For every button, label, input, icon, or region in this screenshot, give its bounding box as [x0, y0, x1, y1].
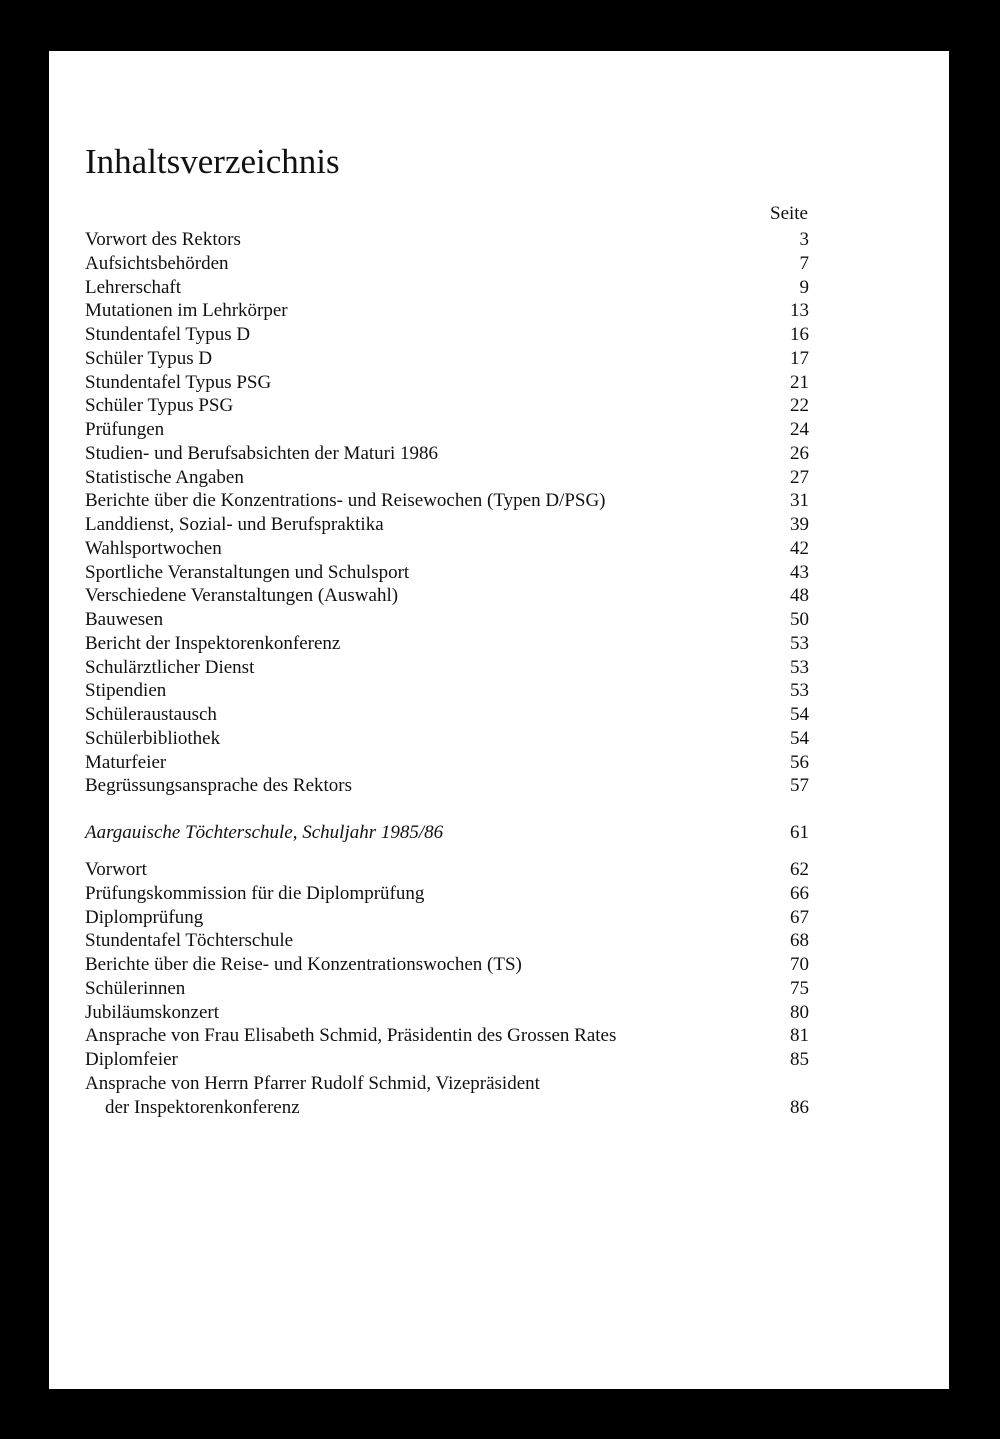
toc-entry: [85, 774, 809, 798]
toc-entry-label: Schülerbibliothek: [85, 727, 221, 749]
toc-entry: [85, 608, 809, 632]
toc-entry-page: 54: [790, 727, 809, 749]
toc-entry-page: 68: [790, 930, 809, 952]
toc-entry: [85, 418, 809, 442]
toc-entry-page: 53: [790, 632, 809, 654]
toc-entry-label: Berichte über die Reise- und Konzentrationswochen (TS): [85, 954, 522, 975]
page-column-header: Seite: [770, 203, 808, 224]
toc-entry: [85, 276, 809, 300]
toc-entry-label-line: Ansprache von Herrn Pfarrer Rudolf Schmid, Vizepräsident: [85, 1072, 540, 1094]
toc-entry-page: 66: [790, 882, 809, 904]
toc-entry-label: Verschiedene Veranstaltungen (Auswahl): [85, 585, 399, 607]
toc-entry: [85, 906, 809, 930]
toc-entry-label: Stundentafel Typus PSG: [85, 371, 272, 393]
toc-entry-page: 16: [790, 324, 809, 345]
toc-entry: [85, 371, 809, 395]
toc-entry-page: 53: [790, 656, 809, 678]
toc-entry-label: Stipendien: [85, 680, 167, 702]
toc-entry-label: Wahlsportwochen: [85, 537, 222, 559]
toc-entry-page: 27: [790, 466, 809, 488]
toc-entry-page: 26: [790, 442, 809, 464]
toc-entry-page: 50: [790, 609, 809, 630]
toc-entry-page: 42: [790, 537, 809, 559]
toc-entry-label: Jubiläumskonzert: [85, 1001, 220, 1023]
toc-entry-label: Studien- und Berufsabsichten der Maturi 1986: [85, 442, 439, 464]
toc-entry: [85, 929, 809, 953]
toc-entry-label: Ansprache von Frau Elisabeth Schmid, Präsidentin des Grossen Rates: [85, 1025, 617, 1047]
toc-entry: [85, 347, 809, 371]
toc-entry-label: Vorwort des Rektors: [85, 229, 241, 250]
toc-entry-page: 22: [790, 395, 809, 417]
toc-entry-page: 86: [790, 1096, 809, 1118]
toc-entry-page: 43: [790, 561, 809, 583]
toc-entry-label: Berichte über die Konzentrations- und Reisewochen (Typen D/PSG): [85, 490, 606, 512]
toc-entry-label: Mutationen im Lehrkörper: [85, 300, 288, 322]
section-heading-page: 61: [790, 822, 809, 843]
toc-entry: [85, 466, 809, 490]
toc-entry-label: [85, 1072, 540, 1120]
toc-entry: [85, 727, 809, 751]
toc-entry-page: 67: [790, 906, 809, 928]
toc-entry: [85, 489, 809, 513]
toc-entry: [85, 977, 809, 1001]
toc-entry-label: Stundentafel Töchterschule: [85, 930, 294, 952]
toc-section-list: [85, 858, 809, 1119]
toc-entry-label: Lehrerschaft: [85, 276, 181, 298]
toc-entry-label: Diplomprüfung: [85, 906, 204, 928]
toc-entry-page: 17: [790, 347, 809, 369]
section-heading-label: Aargauische Töchterschule, Schuljahr 1985/86: [85, 822, 444, 843]
toc-entry-page: 53: [790, 680, 809, 702]
toc-entry: [85, 751, 809, 775]
toc-entry-page: 70: [790, 954, 809, 975]
toc-entry-page: 80: [790, 1001, 809, 1023]
toc-entry-label: Schüler Typus PSG: [85, 395, 234, 417]
toc-entry: [85, 1001, 809, 1025]
toc-entry: [85, 679, 809, 703]
toc-entry: [85, 703, 809, 727]
toc-entry: [85, 656, 809, 680]
toc-entry-label-continuation: der Inspektorenkonferenz: [105, 1096, 300, 1118]
toc-entry-label: Statistische Angaben: [85, 466, 244, 488]
toc-entry-label: Bericht der Inspektorenkonferenz: [85, 632, 341, 654]
toc-entry: [85, 442, 809, 466]
toc-entry: [85, 537, 809, 561]
toc-entry: [85, 323, 809, 347]
toc-entry-label: Prüfungen: [85, 419, 165, 440]
page-title: Inhaltsverzeichnis: [85, 142, 340, 181]
toc-entry: [85, 584, 809, 608]
toc-entry: [85, 299, 809, 323]
toc-entry: [85, 561, 809, 585]
toc-entry-page: 85: [790, 1049, 809, 1070]
toc-entry-label: Maturfeier: [85, 751, 167, 773]
toc-entry: [85, 513, 809, 537]
toc-entry-label: Stundentafel Typus D: [85, 324, 251, 345]
toc-entry-label: Vorwort: [85, 859, 147, 880]
toc-entry: [85, 228, 809, 252]
toc-entry-label: Schüler Typus D: [85, 347, 213, 369]
toc-entry-label: Begrüssungsansprache des Rektors: [85, 775, 353, 797]
toc-entry-page: 75: [790, 977, 809, 999]
toc-entry-label: Schülerinnen: [85, 977, 186, 999]
toc-entry: [85, 1072, 809, 1120]
toc-entry: [85, 1024, 809, 1048]
toc-entry: [85, 632, 809, 656]
toc-entry-page: 81: [790, 1025, 809, 1047]
toc-entry-page: 9: [799, 276, 809, 298]
toc-entry-page: 3: [799, 229, 809, 250]
toc-entry-page: 21: [790, 371, 809, 393]
toc-entry-page: 39: [790, 514, 809, 535]
toc-entry: [85, 252, 809, 276]
toc-entry-label: Schulärztlicher Dienst: [85, 656, 255, 678]
toc-entry-label: Sportliche Veranstaltungen und Schulsport: [85, 561, 410, 583]
toc-entry-page: 57: [790, 775, 809, 797]
toc-entry-page: 48: [790, 585, 809, 607]
toc-entry-label: Schüleraustausch: [85, 704, 217, 725]
toc-entry-label: Diplomfeier: [85, 1049, 178, 1070]
toc-entry-label: Bauwesen: [85, 609, 164, 630]
toc-entry-label: Landdienst, Sozial- und Berufspraktika: [85, 514, 384, 535]
toc-entry-page: 24: [790, 419, 809, 440]
toc-entry-page: 56: [790, 751, 809, 773]
toc-section-heading: [85, 821, 809, 845]
toc-entry-page: 13: [790, 300, 809, 322]
toc-entry: [85, 1048, 809, 1072]
document-page: [49, 51, 949, 1389]
toc-entry-page: 62: [790, 859, 809, 880]
toc-entry: [85, 882, 809, 906]
toc-entry-page: 7: [799, 252, 809, 274]
toc-entry-label: Prüfungskommission für die Diplomprüfung: [85, 882, 425, 904]
toc-entry: [85, 953, 809, 977]
toc-entry-page: 54: [790, 704, 809, 725]
toc-entry-label: Aufsichtsbehörden: [85, 252, 229, 274]
toc-entry: [85, 394, 809, 418]
toc-entry: [85, 858, 809, 882]
toc-entry-page: 31: [790, 490, 809, 512]
toc-main-list: [85, 228, 809, 798]
